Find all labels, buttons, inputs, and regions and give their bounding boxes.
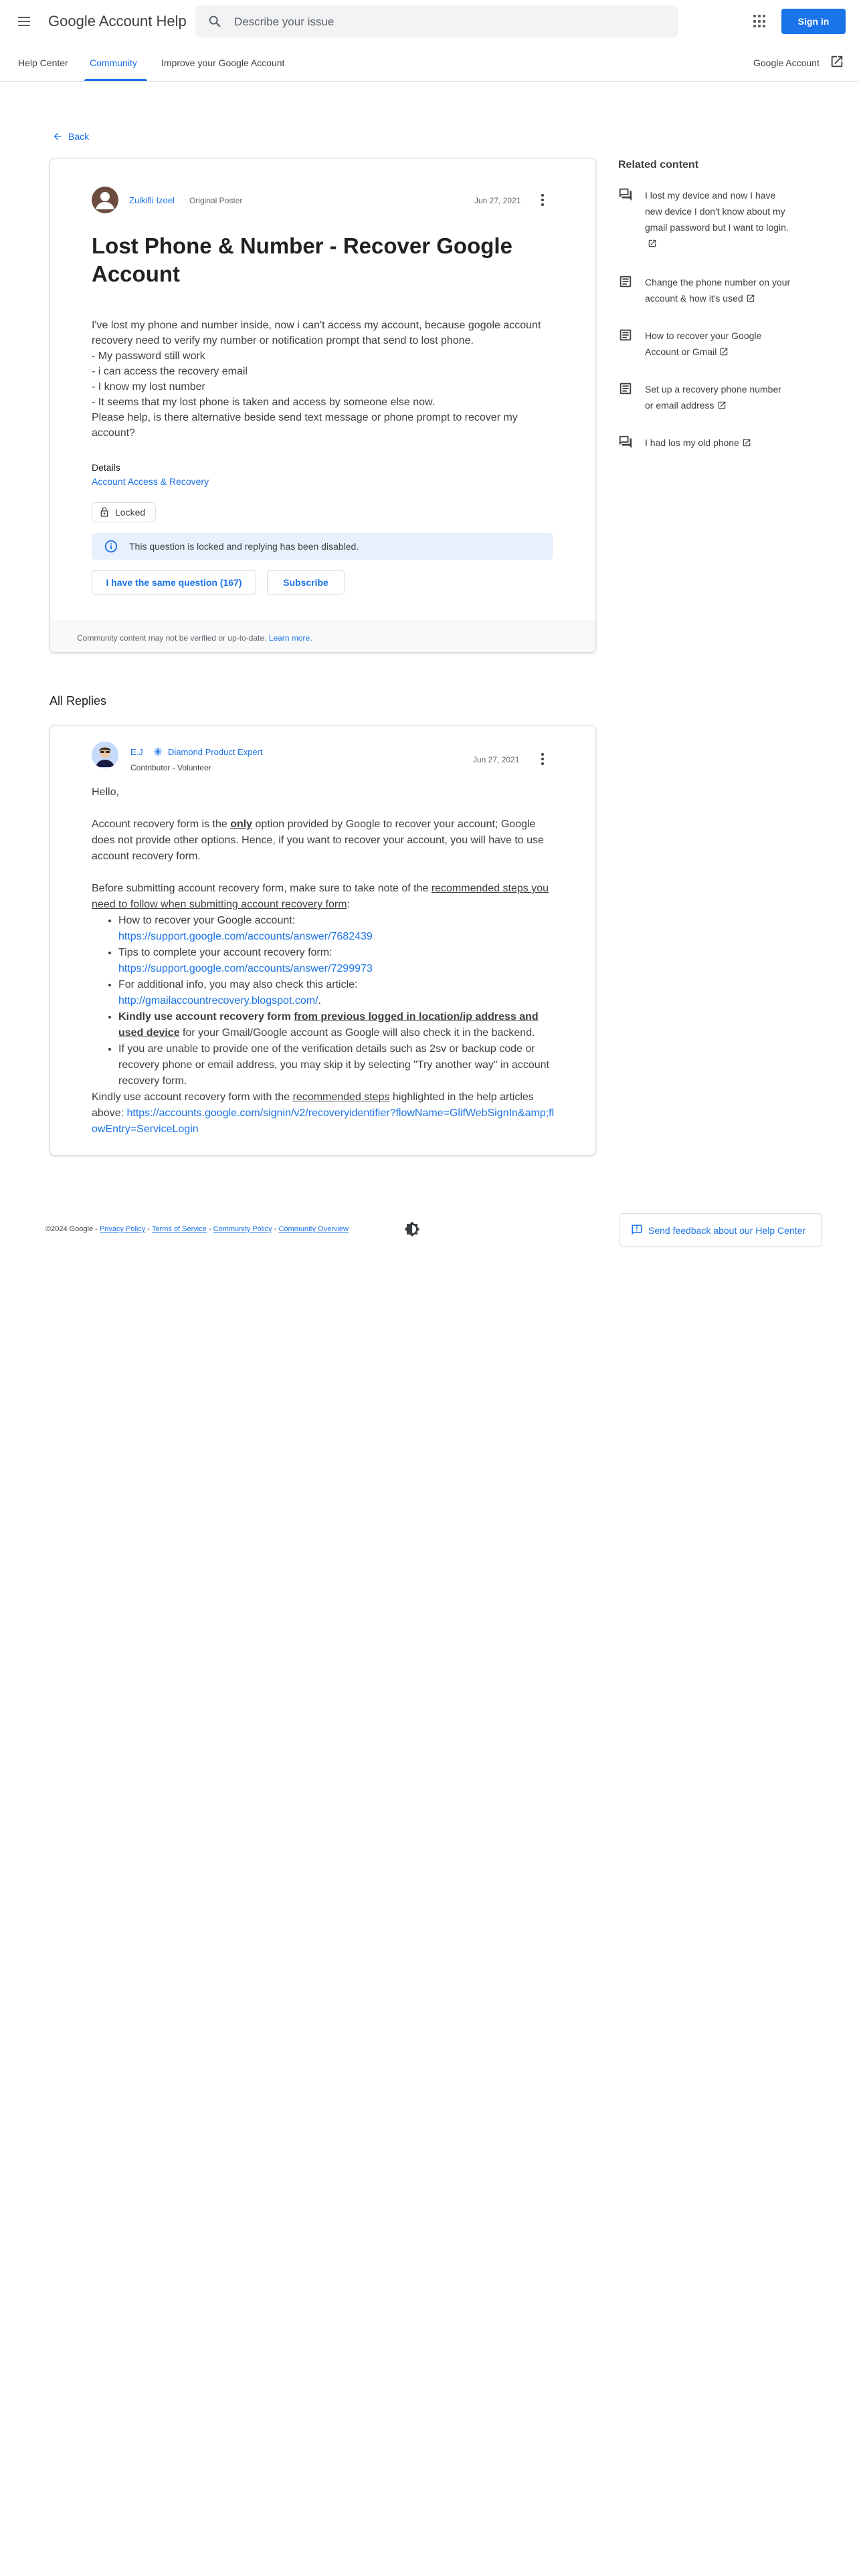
related-content-title: Related content <box>618 159 699 171</box>
reply-body: Hello, Account recovery form is the only option provided by Google to recover your account; Google does not provide other options. Hence, if you want to recover your account, you will have to use account recovery form. Before submitting account recovery form, make sure to take note of the recommended steps you need to follow when submitting account recovery form: • How to recover your Google account: https://support.google.com/accounts/answer/7682439 • Tips to complete your account recovery form: https://support.google.com/accounts/answer/7299973 • For additional info, you may also check this article: http://gmailaccountrecovery.blogspot.com/. • Kindly use account recovery form from previous logged in location/ip address and used device for your Gmail/Google account as Google will also check it in the backend. • If you are unable to provide one of the verification details such as 2sv or backup code or recovery phone or email address, you may skip it by selecting "Try another way" in account recovery form. Kindly use account recovery form with the recommended steps highlighted in the help articles above: https://accounts.google.com/signin/v2/recoveryidentifier?flowName=GlifWebSignIn&amp;flowEntry=ServiceLogin <box>92 784 560 1138</box>
forum-icon <box>618 187 633 202</box>
expert-badge-label[interactable]: Diamond Product Expert <box>168 747 263 757</box>
question-body: I've lost my phone and number inside, now i can't access my account, because gogole account recovery need to verify my number or notification prompt that send to lost phone. - My password still work - i can access the recovery email - I know my lost number - It seems that my lost phone is taken and access by someone else now. Please help, is there alternative beside send text message or phone prompt to recover my account? <box>92 320 541 439</box>
article-icon <box>618 381 633 396</box>
nav-tabs <box>0 48 859 82</box>
recommended-steps-link[interactable]: recommended steps <box>292 1091 390 1103</box>
person-icon <box>92 742 118 768</box>
arrow-back-icon <box>52 131 63 142</box>
open-in-new-icon <box>717 401 727 410</box>
support-link[interactable]: https://support.google.com/accounts/answer/7299973 <box>118 963 373 974</box>
same-question-button[interactable]: I have the same question (167) <box>92 570 256 595</box>
open-in-new-icon <box>742 438 751 447</box>
privacy-policy-link[interactable]: Privacy Policy <box>99 1225 146 1233</box>
article-icon <box>618 328 633 342</box>
active-tab-indicator <box>84 79 147 81</box>
tab-community[interactable]: Community <box>90 58 137 68</box>
subscribe-button[interactable]: Subscribe <box>267 570 345 595</box>
steps-list <box>92 913 560 1089</box>
search-input[interactable] <box>195 5 678 37</box>
more-vert-icon[interactable] <box>536 752 549 766</box>
open-in-new-icon[interactable] <box>830 54 844 69</box>
lock-icon <box>99 507 110 518</box>
category-link[interactable]: Account Access & Recovery <box>92 476 209 487</box>
reply-author-role: Contributor - Volunteer <box>130 763 211 772</box>
sign-in-button[interactable]: Sign in <box>781 9 846 34</box>
open-in-new-icon <box>648 239 657 248</box>
send-feedback-button[interactable]: Send feedback about our Help Center <box>619 1213 822 1247</box>
info-icon <box>104 539 118 554</box>
all-replies-heading: All Replies <box>50 694 107 708</box>
question-author[interactable]: Zulkifli Izoel <box>129 195 175 205</box>
reply-date: Jun 27, 2021 <box>473 755 520 764</box>
brand-title[interactable]: Google Account Help <box>48 13 187 29</box>
details-label: Details <box>92 462 120 473</box>
list-item: • Tips to complete your account recovery form: https://support.google.com/accounts/answer/7299973 <box>118 945 560 977</box>
google-account-link[interactable]: Google Account <box>753 58 820 68</box>
person-icon <box>92 187 118 213</box>
page-footer: ©2024 Google - Privacy Policy - Terms of Service - Community Policy - Community Overview <box>45 1225 349 1233</box>
open-in-new-icon <box>719 347 729 356</box>
back-link[interactable] <box>52 131 89 142</box>
open-in-new-icon <box>746 294 755 303</box>
dark-mode-icon[interactable] <box>404 1221 420 1237</box>
search-placeholder: Describe your issue <box>234 15 335 28</box>
avatar[interactable] <box>92 742 118 768</box>
question-date: Jun 27, 2021 <box>474 196 521 205</box>
locked-notice: This question is locked and replying has been disabled. <box>92 533 553 560</box>
reply-author[interactable]: E.J <box>130 747 143 757</box>
locked-chip: Locked <box>92 502 156 522</box>
terms-link[interactable]: Terms of Service <box>151 1225 207 1233</box>
learn-more-link[interactable]: Learn more. <box>268 633 312 643</box>
diamond-badge-icon <box>152 746 164 758</box>
community-policy-link[interactable]: Community Policy <box>213 1225 272 1233</box>
support-link[interactable]: https://support.google.com/accounts/answer/7682439 <box>118 931 373 942</box>
recommended-steps-link[interactable]: recommended steps you need to follow when submitting account recovery form <box>92 883 549 910</box>
blog-link[interactable]: http://gmailaccountrecovery.blogspot.com/ <box>118 995 318 1006</box>
tab-help-center[interactable]: Help Center <box>18 58 68 68</box>
list-item: • Kindly use account recovery form from previous logged in location/ip address and used device for your Gmail/Google account as Google will also check it in the backend. <box>118 1009 560 1041</box>
list-item: • If you are unable to provide one of the verification details such as 2sv or backup code or recovery phone or email address, you may skip it by selecting "Try another way" in account recovery form. <box>118 1041 560 1089</box>
page-title: Lost Phone & Number - Recover Google Account <box>92 233 512 286</box>
feedback-icon <box>631 1224 643 1236</box>
list-item: • For additional info, you may also check this article: http://gmailaccountrecovery.blogspot.com/. <box>118 977 560 1009</box>
top-header <box>0 0 859 43</box>
avatar[interactable] <box>92 187 118 213</box>
article-icon <box>618 274 633 289</box>
more-vert-icon[interactable] <box>536 193 549 207</box>
tab-improve-account[interactable]: Improve your Google Account <box>161 58 285 68</box>
original-poster-label: Original Poster <box>189 196 243 205</box>
apps-grid-icon[interactable] <box>753 15 767 28</box>
question-card <box>50 158 596 653</box>
search-icon <box>207 14 222 29</box>
list-item: • How to recover your Google account: https://support.google.com/accounts/answer/7682439 <box>118 913 560 945</box>
hamburger-menu-icon[interactable] <box>13 11 35 32</box>
back-label: Back <box>68 131 90 142</box>
forum-icon <box>618 435 633 449</box>
account-recovery-link[interactable]: https://accounts.google.com/signin/v2/recoveryidentifier?flowName=GlifWebSignIn&amp;flowEntry=ServiceLogin <box>92 1107 555 1135</box>
reply-card <box>50 725 596 1156</box>
community-overview-link[interactable]: Community Overview <box>278 1225 349 1233</box>
community-disclaimer: Community content may not be verified or up-to-date. Learn more. <box>50 621 596 653</box>
